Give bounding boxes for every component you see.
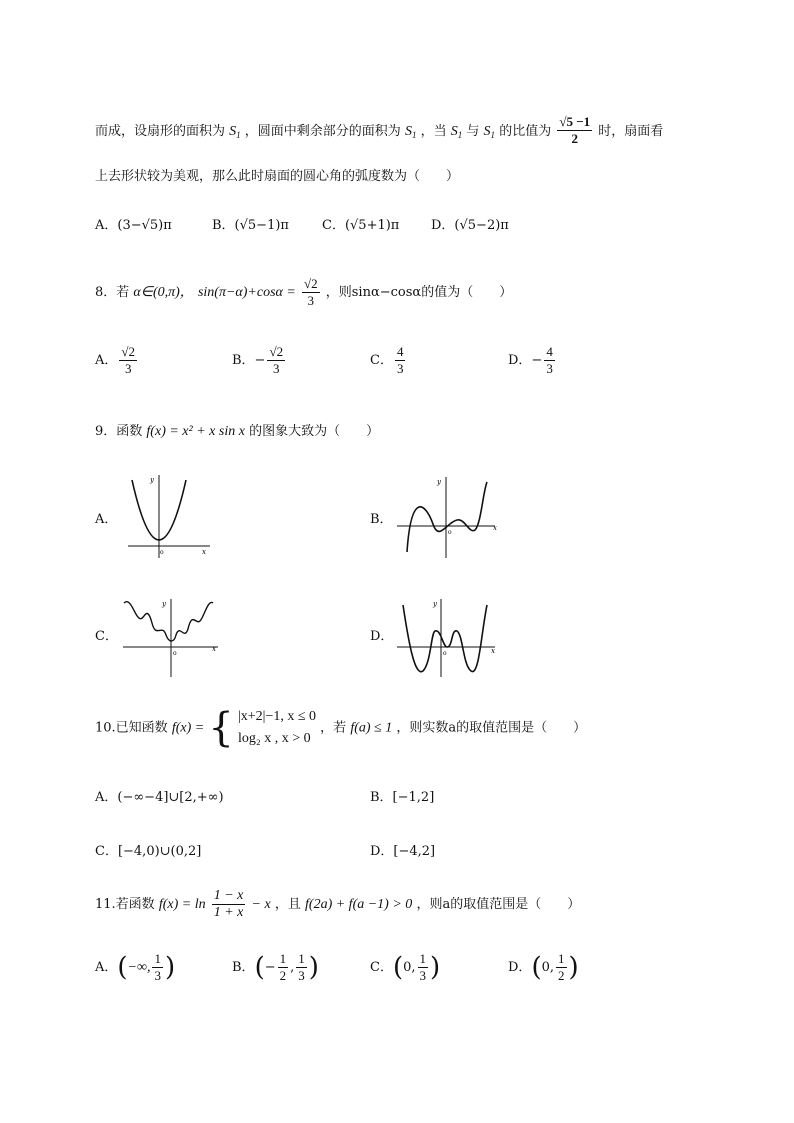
q10-option-d: D．[−4,2] — [370, 844, 436, 859]
q8-lead: 8．若 — [95, 285, 130, 300]
q9d-origin: o — [443, 650, 447, 657]
q10-option-c: C．[−4,0)∪(0,2] — [95, 844, 202, 859]
q9d-axis-x: x — [491, 647, 495, 655]
q11-condition: f(2a) + f(a −1) > 0 — [305, 897, 413, 912]
q9b-axis-x: x — [493, 524, 497, 532]
q9d-axis-y: y — [433, 600, 437, 608]
q9-option-c-label: C． — [95, 629, 118, 644]
intro-text-d: 与 — [466, 124, 480, 139]
q9-option-d-label: D． — [370, 629, 394, 644]
symbol-s1-b: $S_1$ — [450, 124, 463, 140]
q10-stem: 10.已知函数 f(x) = { |x+2|−1, x ≤ 0 log₂ x , x > 0 ，若 f(a) ≤ 1 ，则实数a的取值范围是（ ） — [95, 705, 587, 751]
q9-graph-a — [120, 470, 220, 565]
q10-cases: |x+2|−1, x ≤ 0 log₂ x , x > 0 — [237, 709, 317, 746]
symbol-s2: $S_1$ — [404, 124, 417, 140]
q9b-origin: o — [448, 529, 452, 536]
q11-fraction: $\frac{1 - x}{1 + x}$ — [213, 888, 244, 920]
q7-option-a: A．(3−√5)π — [95, 218, 172, 233]
q8-option-d: D．− $\frac{4}{3}$ — [508, 344, 553, 376]
intro-text-c: ，当 — [420, 124, 447, 139]
q8-option-c: C． $\frac{4}{3}$ — [370, 344, 404, 376]
q9a-origin: o — [160, 549, 164, 556]
q11-function: f(x) = ln — [158, 897, 206, 912]
q10-option-a: A．(−∞−4]∪[2,+∞) — [95, 790, 224, 805]
q8-cond1: α∈(0,π)， — [133, 285, 194, 300]
q10-condition: f(a) ≤ 1 — [350, 720, 393, 736]
q9a-axis-y: y — [150, 476, 154, 484]
q8-option-a: A． $\frac{√2}{3}$ — [95, 344, 136, 376]
q10-function: f(x) = — [171, 720, 205, 736]
q9-function: f(x) = x² + x sin x — [146, 424, 245, 439]
q9c-axis-y: y — [162, 600, 166, 608]
q9-graph-d — [395, 595, 505, 680]
symbol-s1: $S_1$ — [229, 124, 241, 140]
intro-line-2: 上去形状较为美观，那么此时扇面的圆心角的弧度数为（ ） — [95, 169, 460, 184]
q11-option-c: C．(0, $\frac{1}{3}$ ) — [370, 951, 441, 983]
q9a-axis-x: x — [202, 548, 206, 556]
q11-option-b: B．(− $\frac{1}{2}$ , $\frac{1}{3}$ ) — [232, 951, 319, 983]
q7-option-d: D．(√5−2)π — [431, 218, 509, 233]
q9-graph-b — [395, 472, 505, 562]
q9-stem: 9．函数 f(x) = x² + x sin x 的图象大致为（ ） — [95, 424, 380, 439]
q8-cond2: sin(π−α)+cosα = — [197, 285, 296, 300]
symbol-s2-b: $S_1$ — [483, 124, 496, 140]
q11-stem: 11.若函数 f(x) = ln $\frac{1 - x}{1 + x}$ − x ，且 f(2a) + f(a −1) > 0 ，则a的取值范围是（ ） — [95, 888, 581, 920]
intro-text-b: ，圆面中剩余部分的面积为 — [244, 124, 401, 139]
q8-tail: ，则sinα−cosα的值为（ ） — [325, 285, 513, 300]
q10-option-b: B．[−1,2] — [370, 790, 435, 805]
intro-text-a: 而成，设扇形的面积为 — [95, 124, 226, 139]
intro-line-1 — [95, 114, 663, 147]
q9-option-b-label: B． — [370, 512, 393, 527]
q8-stem — [95, 276, 512, 309]
q8-option-b: B．− $\frac{√2}{3}$ — [232, 344, 284, 376]
q8-fraction: $\frac{√2}{3}$ — [303, 276, 318, 308]
q7-option-c: C．(√5+1)π — [322, 218, 400, 233]
q9c-origin: o — [173, 650, 177, 657]
q9-graph-c — [118, 595, 228, 680]
q9c-axis-x: x — [212, 645, 216, 653]
intro-text-e: 的比值为 — [499, 124, 552, 139]
q7-option-b: B．(√5−1)π — [212, 218, 289, 233]
q9b-axis-y: y — [437, 478, 441, 486]
ratio-fraction: $\frac{√5 -1}{2}$ — [559, 114, 591, 146]
q11-option-a: A．(−∞, $\frac{1}{3}$ ) — [95, 951, 176, 983]
intro-text-f: 时，扇面看 — [598, 124, 664, 139]
q10-brace: { — [208, 705, 234, 751]
q11-option-d: D．(0, $\frac{1}{2}$ ) — [508, 951, 579, 983]
q9-option-a-label: A． — [95, 512, 118, 527]
